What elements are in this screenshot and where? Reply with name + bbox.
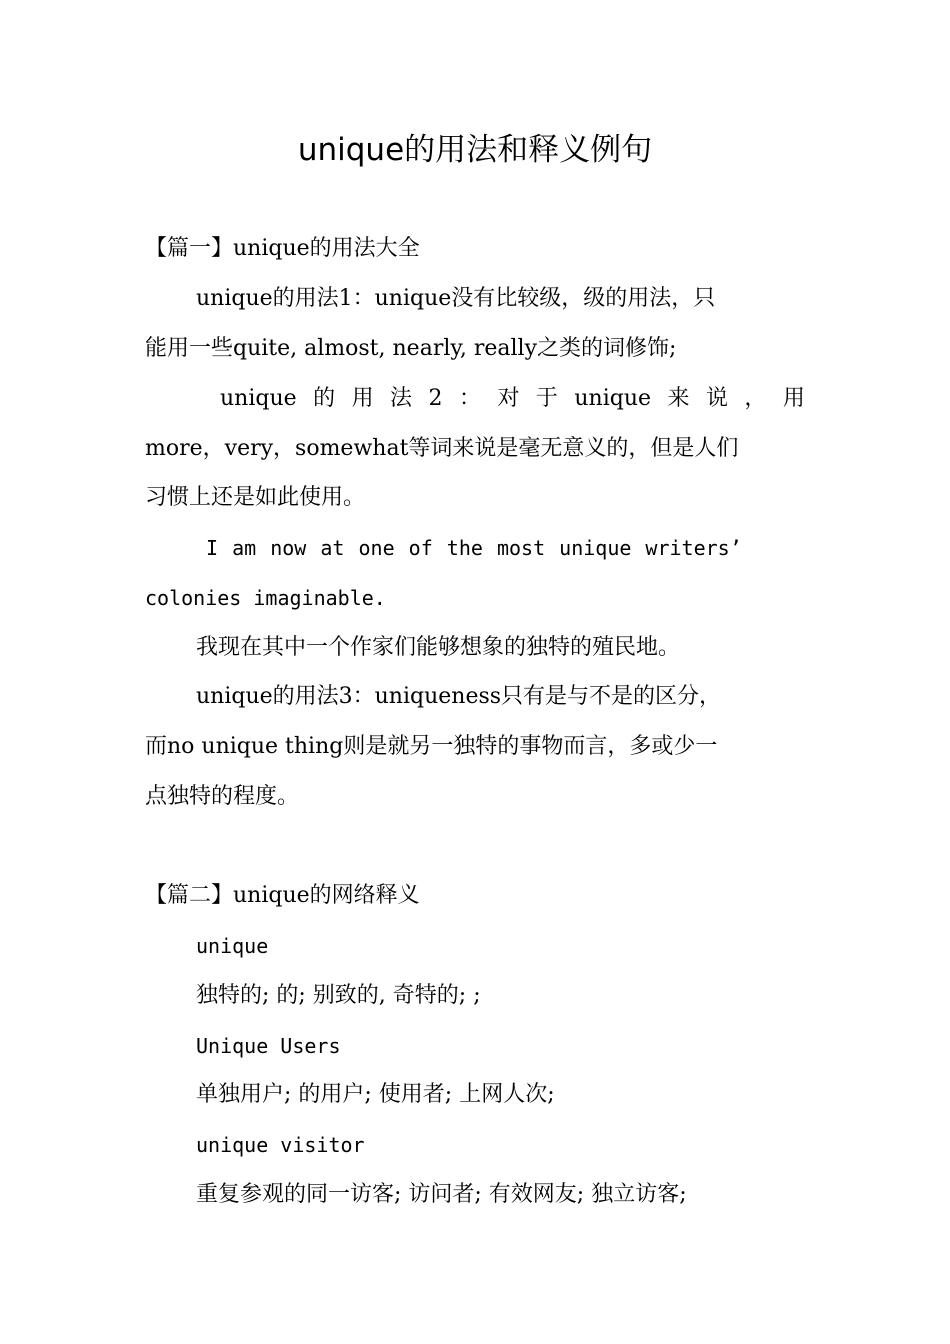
definition-meaning: 独特的; 的; 别致的, 奇特的; ;: [196, 983, 481, 1008]
usage-2-word: 2: [428, 386, 443, 411]
definition-meaning: 重复参观的同一访客; 访问者; 有效网友; 独立访客;: [196, 1182, 687, 1207]
usage-2-word: 于: [535, 386, 558, 411]
definition-term: unique: [196, 934, 269, 958]
usage-3-line-2: 而no unique thing则是就另一独特的事物而言，多或少一: [145, 734, 718, 759]
usage-2-word: 法: [390, 386, 413, 411]
section-heading-1: 【篇一】unique的用法大全: [145, 236, 420, 261]
usage-2-word: ：: [458, 386, 481, 411]
usage-2-line-2: more，very，somewhat等词来说是毫无意义的，但是人们: [145, 436, 739, 461]
usage-2-line-3: 习惯上还是如此使用。: [145, 485, 366, 510]
usage-1-line-2: 能用一些quite, almost, nearly, really之类的词修饰;: [145, 336, 677, 361]
page-title: unique的用法和释义例句: [297, 132, 653, 168]
usage-2-word: 来: [667, 386, 690, 411]
definition-term: Unique Users: [196, 1034, 341, 1058]
usage-3-line-1: unique的用法3：uniqueness只有是与不是的区分，: [196, 684, 722, 709]
usage-2-word: ，: [744, 386, 767, 411]
example-sentence-zh: 我现在其中一个作家们能够想象的独特的殖民地。: [196, 635, 681, 660]
usage-2-word: 对: [497, 386, 520, 411]
usage-2-word: 说: [705, 386, 728, 411]
section-heading-2: 【篇二】unique的网络释义: [145, 883, 420, 908]
usage-2-word: unique: [220, 386, 297, 411]
example-sentence-en-line-2: colonies imaginable.: [145, 586, 386, 610]
usage-3-line-3: 点独特的程度。: [145, 784, 300, 809]
example-sentence-en-line-1: I am now at one of the most unique writers’: [206, 536, 742, 560]
usage-2-word: 的: [313, 386, 336, 411]
definition-meaning: 单独用户; 的用户; 使用者; 上网人次;: [196, 1082, 555, 1107]
usage-2-word: 用: [782, 386, 805, 411]
usage-1-line-1: unique的用法1：unique没有比较级，级的用法，只: [196, 286, 716, 311]
definition-term: unique visitor: [196, 1133, 365, 1157]
usage-2-word: unique: [574, 386, 652, 411]
usage-2-line-1: [220, 383, 805, 415]
usage-2-word: 用: [351, 386, 374, 411]
